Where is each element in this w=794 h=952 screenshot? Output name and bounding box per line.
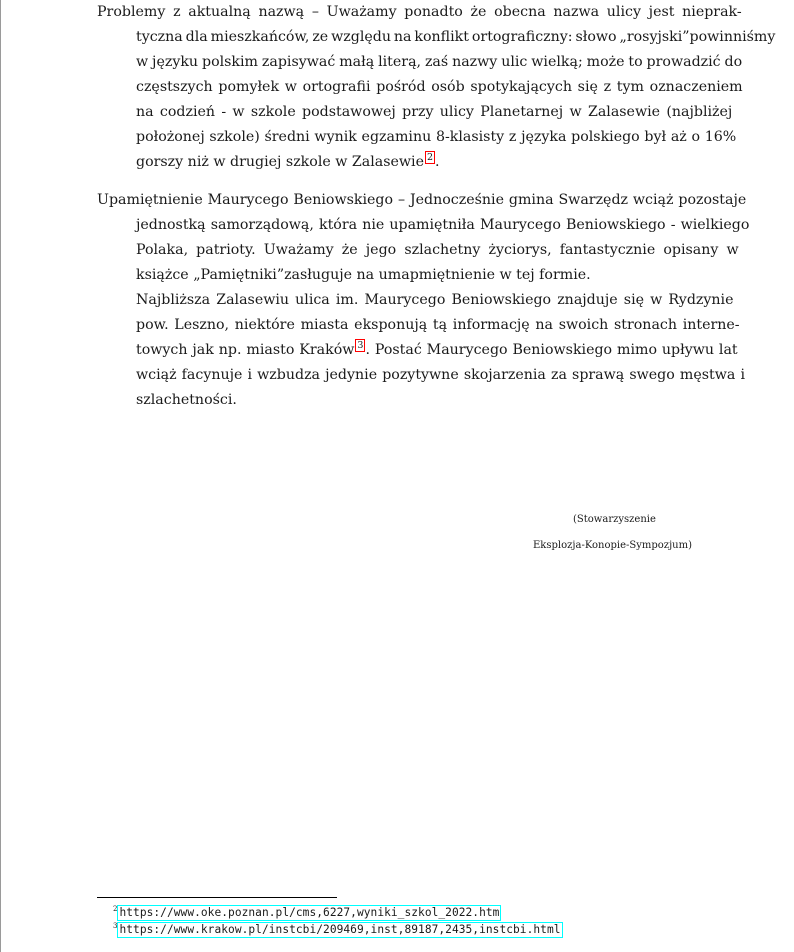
text-fragment: gorszy niż w drugiej szkole w Zalasewie bbox=[136, 154, 424, 170]
text-line: książce „Pamiętniki”zasługuje na umapmiętnienie w tej formie. bbox=[136, 267, 591, 283]
footnote-url-link[interactable]: https://www.oke.poznan.pl/cms,6227,wyniki_szkol_2022.htm bbox=[119, 906, 500, 919]
text-line: Polaka, patrioty. Uważamy że jego szlachetny życiorys, fantastycznie opisany w bbox=[136, 242, 739, 258]
text-line: częstszych pomyłek w ortografii pośród osób spotykających się z tym oznaczeniem bbox=[136, 79, 743, 95]
text-line: położonej szkole) średni wynik egzaminu 8-klasisty z języka polskiego był aż o 16% bbox=[136, 129, 737, 145]
signature-line-2: Eksplozja-Konopie-Sympozjum) bbox=[533, 540, 692, 551]
text-line: Upamiętnienie Maurycego Beniowskiego – Jednocześnie gmina Swarzędz wciąż pozostaje bbox=[97, 192, 747, 208]
text-line: na codzień - w szkole podstawowej przy ulicy Planetarnej w Zalasewie (najbliżej bbox=[136, 104, 733, 120]
footnote-separator bbox=[97, 897, 337, 898]
footnote-number: 3 bbox=[113, 922, 118, 930]
signature-line-1: (Stowarzyszenie bbox=[573, 514, 656, 525]
section-upamietnienie-beniowskiego bbox=[97, 188, 750, 413]
text-line: Problemy z aktualną nazwą – Uważamy ponadto że obecna nazwa ulicy jest nieprak- bbox=[97, 4, 742, 20]
text-fragment: towych jak np. miasto Kraków bbox=[136, 342, 355, 358]
text-line bbox=[97, 150, 699, 175]
footnote-ref-3[interactable]: 3 bbox=[357, 340, 364, 351]
text-line: pow. Leszno, niektóre miasta eksponują tą informację na swoich stronach interne- bbox=[136, 317, 740, 333]
text-line: w języku polskim zapisywać małą literą, zaś nazwy ulic wielką; może to prowadzić do bbox=[136, 54, 743, 70]
text-line: jednostką samorządową, która nie upamiętniła Maurycego Beniowskiego - wielkiego bbox=[136, 217, 750, 233]
footnote-ref-2[interactable]: 2 bbox=[426, 152, 434, 163]
section-problemy-z-nazwa bbox=[97, 0, 776, 175]
text-line: szlachetności. bbox=[136, 392, 237, 408]
text-line: tyczna dla mieszkańców, ze względu na konflikt ortograficzny: słowo „rosyjski”powinniśmy bbox=[136, 29, 776, 45]
text-line: wciąż facynuje i wzbudza jedynie pozytywne skojarzenia za sprawą swego męstwa i bbox=[136, 367, 745, 383]
footnote-url-link[interactable]: https://www.krakow.pl/instcbi/209469,inst,89187,2435,instcbi.html bbox=[119, 923, 561, 936]
footnote-3 bbox=[113, 919, 563, 938]
text-line: Najbliższa Zalasewiu ulica im. Maurycego Beniowskiego znajduje się w Rydzynie bbox=[136, 292, 734, 308]
footnote-number: 2 bbox=[113, 905, 118, 913]
text-fragment: . Postać Maurycego Beniowskiego mimo upływu lat bbox=[365, 342, 738, 358]
text-fragment: . bbox=[435, 154, 440, 170]
text-line bbox=[97, 338, 738, 363]
page-left-border bbox=[0, 0, 1, 952]
